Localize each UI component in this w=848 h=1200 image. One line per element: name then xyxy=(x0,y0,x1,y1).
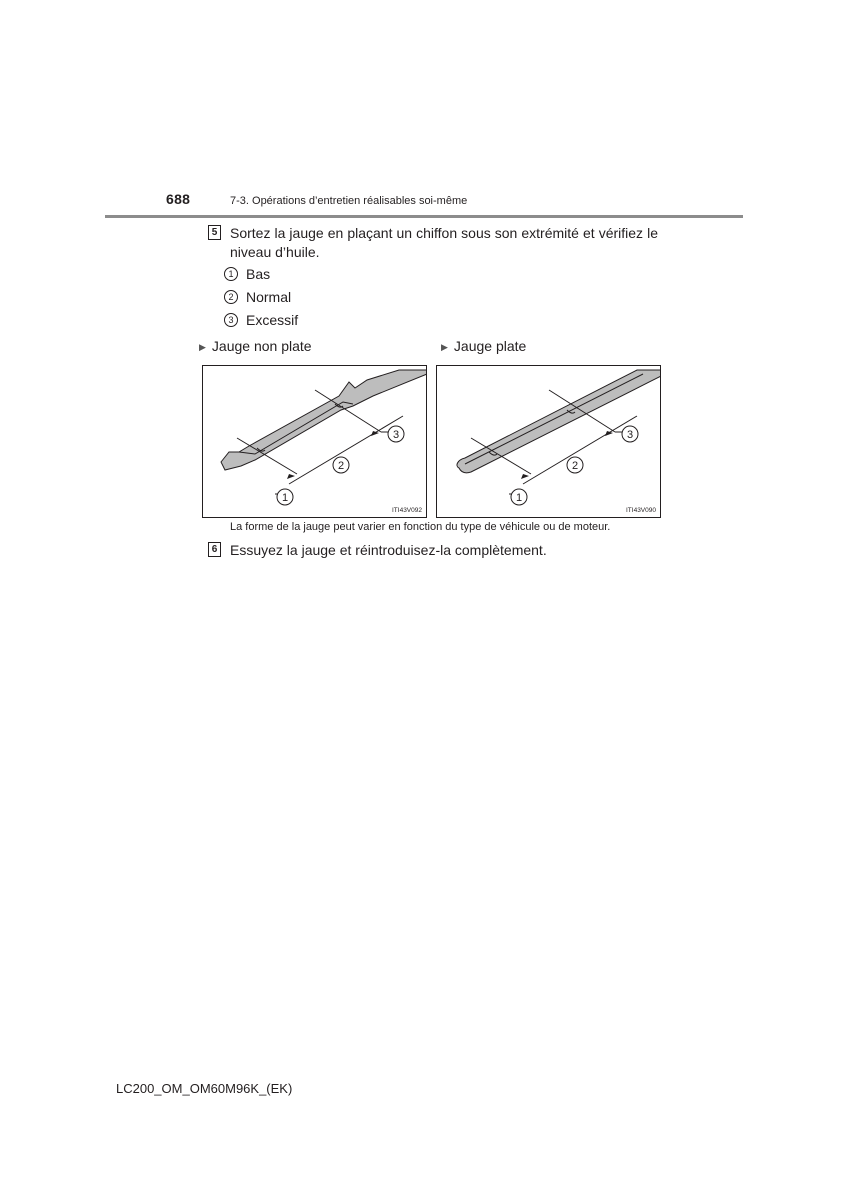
figure-non-flat-dipstick xyxy=(202,365,427,518)
header-rule xyxy=(105,215,743,218)
page-number: 688 xyxy=(166,191,191,207)
item-1-label: Bas xyxy=(246,266,271,282)
item-1-number: 1 xyxy=(224,267,238,281)
arrowhead-icon xyxy=(287,474,295,479)
callout-2-number: 2 xyxy=(337,460,345,472)
arrowhead-icon xyxy=(371,431,379,436)
figure-flat-dipstick xyxy=(436,365,661,518)
callout-3-number: 3 xyxy=(626,429,634,441)
item-2-number: 2 xyxy=(224,290,238,304)
item-3-number: 3 xyxy=(224,313,238,327)
step-5-box: 5 xyxy=(208,225,221,240)
arrowhead-icon xyxy=(521,474,529,479)
step-5-text: Sortez la jauge en plaçant un chiffon sous son extrémité et vérifiez le niveau d’huile. xyxy=(230,225,658,260)
figure-code: ITI43V090 xyxy=(626,507,656,514)
arrowhead-icon xyxy=(605,431,613,436)
step-6-text: Essuyez la jauge et réintroduisez-la complètement. xyxy=(230,542,547,558)
callout-2-number: 2 xyxy=(571,460,579,472)
callout-1-number: 1 xyxy=(281,492,289,504)
footer-code: LC200_OM_OM60M96K_(EK) xyxy=(116,1081,293,1096)
callout-3-number: 3 xyxy=(392,429,400,441)
triangle-right-icon: ▶ xyxy=(441,342,448,352)
triangle-right-icon: ▶ xyxy=(199,342,206,352)
callout-1-number: 1 xyxy=(515,492,523,504)
subhead-flat xyxy=(441,338,526,354)
figure-code: ITI43V092 xyxy=(392,507,422,514)
figure-caption: La forme de la jauge peut varier en fonction du type de véhicule ou de moteur. xyxy=(230,521,611,533)
step-6-box: 6 xyxy=(208,542,221,557)
section-title: 7-3. Opérations d’entretien réalisables soi-même xyxy=(230,195,468,207)
subhead-non-flat-label: Jauge non plate xyxy=(211,338,312,354)
subhead-non-flat xyxy=(199,338,312,354)
item-2-label: Normal xyxy=(246,289,292,305)
dipstick-body xyxy=(457,370,661,473)
subhead-flat-label: Jauge plate xyxy=(453,338,527,354)
item-3-label: Excessif xyxy=(246,312,299,328)
